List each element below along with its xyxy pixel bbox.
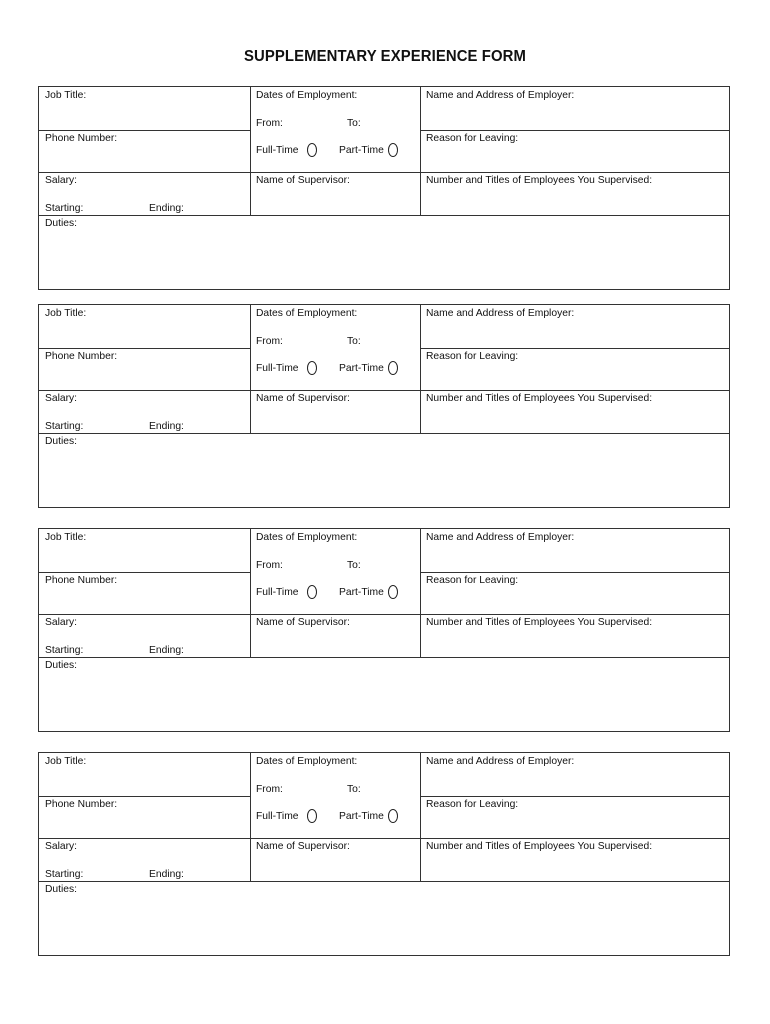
job-title-label: Job Title: [45,756,87,767]
part-time-label: Part-Time [339,145,384,156]
employees-supervised-label: Number and Titles of Employees You Supervised: [426,175,653,186]
from-label: From: [256,784,283,795]
full-time-radio[interactable] [307,143,317,157]
reason-for-leaving-label: Reason for Leaving: [426,133,519,144]
employees-supervised-label: Number and Titles of Employees You Supervised: [426,393,653,404]
to-label: To: [347,118,361,129]
to-label: To: [347,784,361,795]
starting-label: Starting: [45,645,84,656]
form-title: SUPPLEMENTARY EXPERIENCE FORM [244,48,526,65]
full-time-radio[interactable] [307,585,317,599]
supervisor-name-label: Name of Supervisor: [256,617,350,628]
to-label: To: [347,336,361,347]
part-time-radio[interactable] [388,585,398,599]
full-time-label: Full-Time [256,811,299,822]
experience-section-4 [38,752,730,956]
phone-number-label: Phone Number: [45,351,118,362]
employer-name-address-label: Name and Address of Employer: [426,90,575,101]
employer-name-address-label: Name and Address of Employer: [426,532,575,543]
duties-label: Duties: [45,884,78,895]
supervisor-name-label: Name of Supervisor: [256,841,350,852]
from-label: From: [256,560,283,571]
phone-number-label: Phone Number: [45,799,118,810]
dates-of-employment-label: Dates of Employment: [256,90,358,101]
part-time-radio[interactable] [388,143,398,157]
job-title-label: Job Title: [45,90,87,101]
duties-field[interactable] [39,433,731,509]
duties-label: Duties: [45,660,78,671]
dates-of-employment-label: Dates of Employment: [256,308,358,319]
part-time-label: Part-Time [339,811,384,822]
experience-section-3 [38,528,730,732]
supervisor-name-label: Name of Supervisor: [256,175,350,186]
salary-label: Salary: [45,393,78,404]
duties-field[interactable] [39,657,731,733]
employees-supervised-label: Number and Titles of Employees You Supervised: [426,841,653,852]
starting-label: Starting: [45,203,84,214]
duties-field[interactable] [39,215,731,291]
salary-label: Salary: [45,175,78,186]
full-time-label: Full-Time [256,587,299,598]
phone-number-label: Phone Number: [45,575,118,586]
duties-label: Duties: [45,436,78,447]
salary-label: Salary: [45,617,78,628]
starting-label: Starting: [45,421,84,432]
full-time-radio[interactable] [307,809,317,823]
ending-label: Ending: [149,421,184,432]
to-label: To: [347,560,361,571]
full-time-radio[interactable] [307,361,317,375]
duties-label: Duties: [45,218,78,229]
dates-of-employment-label: Dates of Employment: [256,756,358,767]
from-label: From: [256,336,283,347]
dates-of-employment-label: Dates of Employment: [256,532,358,543]
starting-label: Starting: [45,869,84,880]
reason-for-leaving-label: Reason for Leaving: [426,351,519,362]
reason-for-leaving-label: Reason for Leaving: [426,575,519,586]
employer-name-address-label: Name and Address of Employer: [426,756,575,767]
reason-for-leaving-label: Reason for Leaving: [426,799,519,810]
part-time-radio[interactable] [388,809,398,823]
full-time-label: Full-Time [256,363,299,374]
salary-label: Salary: [45,841,78,852]
employer-name-address-label: Name and Address of Employer: [426,308,575,319]
employees-supervised-label: Number and Titles of Employees You Supervised: [426,617,653,628]
job-title-label: Job Title: [45,532,87,543]
from-label: From: [256,118,283,129]
ending-label: Ending: [149,869,184,880]
ending-label: Ending: [149,645,184,656]
experience-section-1 [38,86,730,290]
part-time-label: Part-Time [339,363,384,374]
job-title-label: Job Title: [45,308,87,319]
duties-field[interactable] [39,881,731,957]
full-time-label: Full-Time [256,145,299,156]
experience-section-2 [38,304,730,508]
part-time-radio[interactable] [388,361,398,375]
ending-label: Ending: [149,203,184,214]
phone-number-label: Phone Number: [45,133,118,144]
part-time-label: Part-Time [339,587,384,598]
supervisor-name-label: Name of Supervisor: [256,393,350,404]
